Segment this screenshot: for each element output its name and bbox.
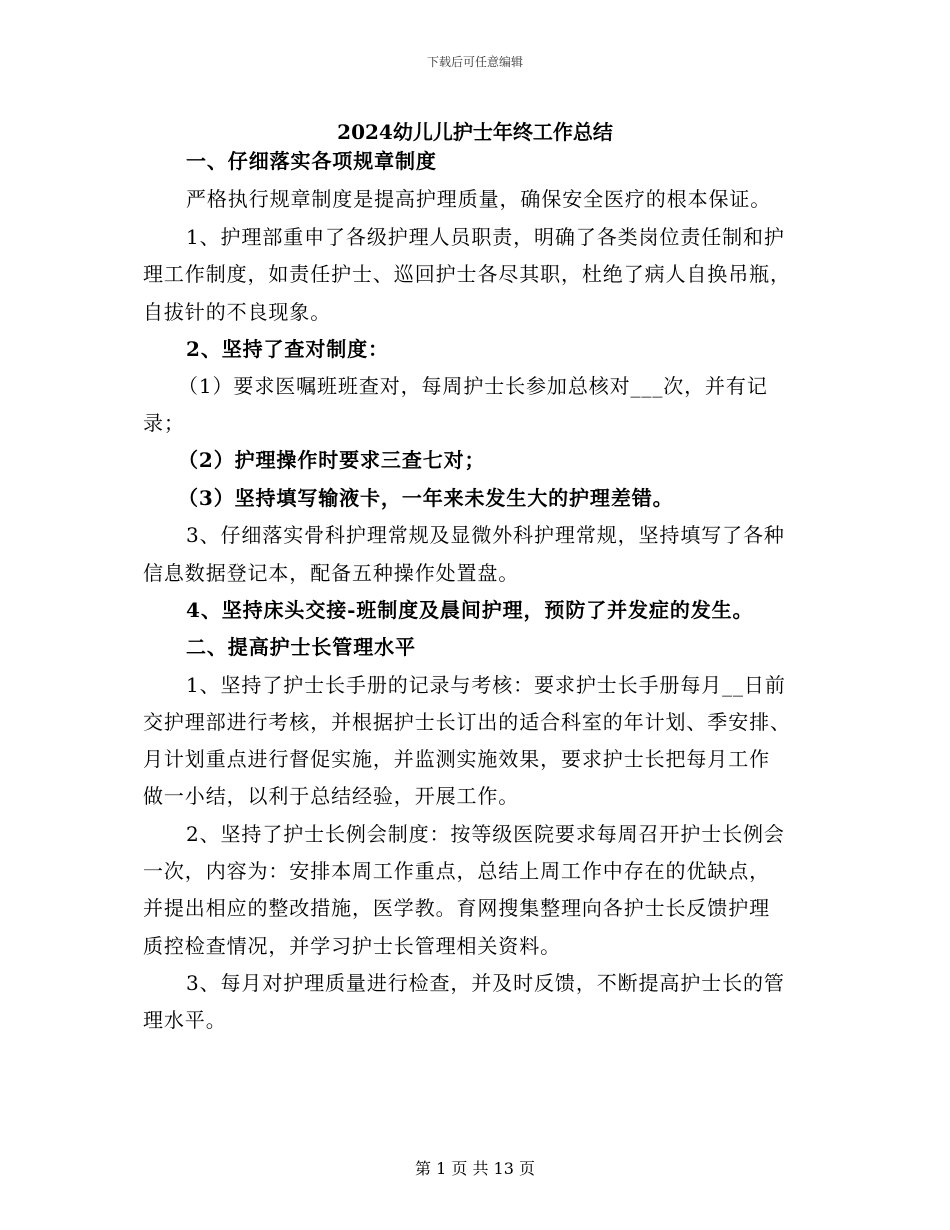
- paragraph-line: 录；: [143, 411, 185, 435]
- paragraph-line: 3、每月对护理质量进行检查，并及时反馈，不断提高护士长的管: [186, 971, 785, 995]
- bold-item: （3）坚持填写输液卡，一年来未发生大的护理差错。: [178, 486, 674, 510]
- section-heading-1: 一、仔细落实各项规章制度: [186, 149, 437, 173]
- bold-item: 4、坚持床头交接-班制度及晨间护理，预防了并发症的发生。: [186, 598, 754, 622]
- paragraph-line: （1）要求医嘱班班查对，每周护士长参加总核对___次，并有记: [178, 374, 768, 398]
- subsection-heading: 2、坚持了查对制度：: [186, 337, 389, 361]
- paragraph-line: 理工作制度，如责任护士、巡回护士各尽其职，杜绝了病人自换吊瓶，: [143, 262, 791, 286]
- paragraph-line: 1、护理部重申了各级护理人员职责，明确了各类岗位责任制和护: [186, 225, 785, 249]
- paragraph-line: 2、坚持了护士长例会制度：按等级医院要求每周召开护士长例会: [186, 822, 785, 846]
- paragraph-line: 严格执行规章制度是提高护理质量，确保安全医疗的根本保证。: [186, 187, 772, 211]
- page-title: 2024幼儿儿护士年终工作总结: [337, 120, 613, 144]
- paragraph-line: 质控检查情况，并学习护士长管理相关资料。: [143, 934, 561, 958]
- paragraph-line: 信息数据登记本，配备五种操作处置盘。: [143, 561, 520, 585]
- paragraph-line: 月计划重点进行督促实施，并监测实施效果，要求护士长把每月工作: [143, 747, 770, 771]
- section-heading-2: 二、提高护士长管理水平: [186, 635, 416, 659]
- bold-item: （2）护理操作时要求三查七对；: [178, 448, 486, 472]
- paragraph-line: 做一小结，以利于总结经验，开展工作。: [143, 784, 520, 808]
- paragraph-line: 自拔针的不良现象。: [143, 300, 332, 324]
- paragraph-line: 1、坚持了护士长手册的记录与考核：要求护士长手册每月__日前: [186, 673, 786, 697]
- page-number: 第 1 页 共 13 页: [415, 1159, 535, 1178]
- paragraph-line: 交护理部进行考核，并根据护士长订出的适合科室的年计划、季安排、: [143, 710, 791, 734]
- paragraph-line: 一次，内容为：安排本周工作重点，总结上周工作中存在的优缺点，: [143, 859, 770, 883]
- paragraph-line: 3、仔细落实骨科护理常规及显微外科护理常规，坚持填写了各种: [186, 523, 785, 547]
- paragraph-line: 并提出相应的整改措施，医学教。育网搜集整理向各护士长反馈护理: [143, 896, 770, 920]
- header-note: 下载后可任意编辑: [426, 55, 523, 69]
- paragraph-line: 理水平。: [143, 1008, 227, 1032]
